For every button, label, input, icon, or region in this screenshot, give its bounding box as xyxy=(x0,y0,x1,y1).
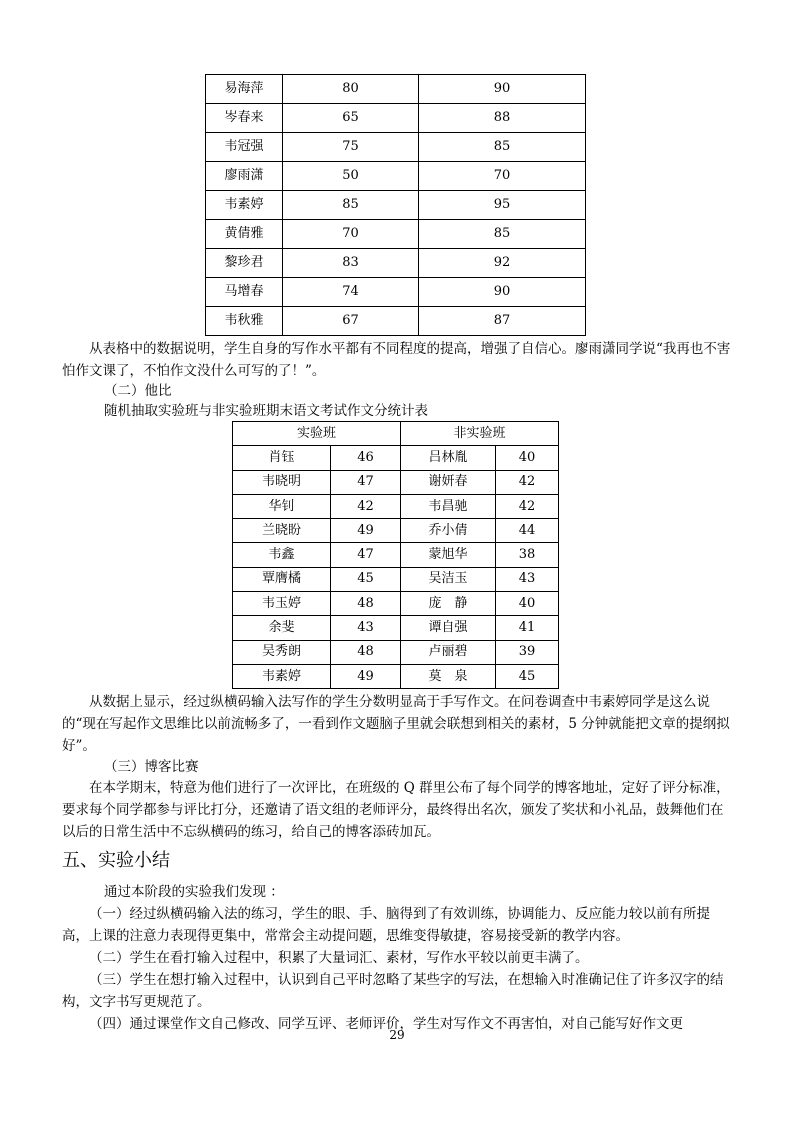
control-name-cell: 莫 泉 xyxy=(401,664,496,688)
student-name-cell: 廖雨潇 xyxy=(206,162,283,191)
experimental-name-cell: 韦玉婷 xyxy=(233,592,331,616)
experimental-name-cell: 肖钰 xyxy=(233,446,331,470)
paragraph-data-analysis: 从数据上显示，经过纵横码输入法写作的学生分数明显高于手写作文。在问卷调查中韦素婷同学是这么说的“现在写起作文思维比以前流畅多了，一看到作文题脑子里就会联想到相关的素材，5 分钟就能把文章的提纲拟好”。 xyxy=(62,694,730,754)
paragraph-blog-contest: 在本学期末，特意为他们进行了一次评比，在班级的 Q 群里公布了每个同学的博客地址，定好了评分标准，要求每个同学都参与评比打分，还邀请了语文组的老师评分，最终得出名次，颁发了奖状和小礼品，鼓舞他们在以后的日常生活中不忘纵横码的练习，给自己的博客添砖加瓦。 xyxy=(62,780,730,840)
summary-item-1: （一）经过纵横码输入法的练习，学生的眼、手、脑得到了有效训练，协调能力、反应能力较以前有所提高，上课的注意力表现得更集中，常常会主动提问题，思维变得敏捷，容易接受新的教学内容。 xyxy=(62,906,710,944)
experimental-score-cell: 42 xyxy=(331,494,401,518)
student-name-cell: 韦秋雅 xyxy=(206,307,283,336)
score-after-cell: 90 xyxy=(419,278,586,307)
student-name-cell: 韦素婷 xyxy=(206,191,283,220)
control-name-cell: 庞 静 xyxy=(401,592,496,616)
control-name-cell: 谭自强 xyxy=(401,616,496,640)
control-score-cell: 43 xyxy=(496,567,559,591)
section-title-summary: 五、实验小结 xyxy=(62,850,170,871)
page-number: 29 xyxy=(389,1028,405,1042)
student-name-cell: 易海萍 xyxy=(206,75,283,104)
score-after-cell: 70 xyxy=(419,162,586,191)
table-row xyxy=(206,249,586,278)
class-score-table-body xyxy=(233,446,559,689)
experimental-score-cell: 49 xyxy=(331,664,401,688)
score-before-cell: 80 xyxy=(283,75,419,104)
paragraph-table-analysis: 从表格中的数据说明，学生自身的写作水平都有不同程度的提高，增强了自信心。廖雨潇同学说“我再也不害怕作文课了，不怕作文没什么可写的了！”。 xyxy=(62,341,731,379)
control-name-cell: 蒙旭华 xyxy=(401,543,496,567)
table-row xyxy=(233,616,559,640)
score-before-cell: 75 xyxy=(283,133,419,162)
score-before-cell: 70 xyxy=(283,220,419,249)
table-caption: 随机抽取实验班与非实验班期末语文考试作文分统计表 xyxy=(104,403,428,419)
experimental-name-cell: 华钊 xyxy=(233,494,331,518)
table-row xyxy=(233,640,559,664)
table-row xyxy=(206,278,586,307)
control-score-cell: 42 xyxy=(496,470,559,494)
score-before-cell: 85 xyxy=(283,191,419,220)
summary-item-2: （二）学生在看打输入过程中，积累了大量词汇、素材，写作水平较以前更丰满了。 xyxy=(89,950,589,966)
score-after-cell: 85 xyxy=(419,220,586,249)
table-row xyxy=(206,220,586,249)
student-name-cell: 韦冠强 xyxy=(206,133,283,162)
control-score-cell: 38 xyxy=(496,543,559,567)
class-score-table xyxy=(232,421,559,689)
control-name-cell: 卢丽碧 xyxy=(401,640,496,664)
score-before-cell: 65 xyxy=(283,104,419,133)
control-score-cell: 41 xyxy=(496,616,559,640)
student-name-cell: 马增春 xyxy=(206,278,283,307)
table-row xyxy=(233,470,559,494)
score-after-cell: 87 xyxy=(419,307,586,336)
experimental-name-cell: 韦素婷 xyxy=(233,664,331,688)
control-score-cell: 45 xyxy=(496,664,559,688)
score-after-cell: 92 xyxy=(419,249,586,278)
control-name-cell: 韦昌驰 xyxy=(401,494,496,518)
control-name-cell: 吕林胤 xyxy=(401,446,496,470)
control-score-cell: 42 xyxy=(496,494,559,518)
table-row xyxy=(233,519,559,543)
student-name-cell: 黄倩雅 xyxy=(206,220,283,249)
control-name-cell: 谢妍春 xyxy=(401,470,496,494)
table-row xyxy=(233,446,559,470)
table-row xyxy=(206,191,586,220)
table-row xyxy=(206,75,586,104)
control-score-cell: 40 xyxy=(496,592,559,616)
table-row xyxy=(206,162,586,191)
experimental-name-cell: 吴秀朗 xyxy=(233,640,331,664)
header-experimental-class: 实验班 xyxy=(233,422,401,446)
section-heading-blog: （三）博客比赛 xyxy=(104,759,199,775)
experimental-name-cell: 余斐 xyxy=(233,616,331,640)
score-comparison-table-body xyxy=(206,75,586,336)
summary-intro: 通过本阶段的实验我们发现 ： xyxy=(104,884,284,900)
table-row xyxy=(206,104,586,133)
experimental-score-cell: 49 xyxy=(331,519,401,543)
table-row xyxy=(233,494,559,518)
control-name-cell: 吴洁玉 xyxy=(401,567,496,591)
score-before-cell: 74 xyxy=(283,278,419,307)
summary-item-4: （四）通过课堂作文自己修改、同学互评、老师评价，学生对写作文不再害怕，对自己能写好作文更 xyxy=(89,1016,683,1032)
table-row xyxy=(233,567,559,591)
summary-item-3: （三）学生在想打输入过程中，认识到自己平时忽略了某些字的写法，在想输入时准确记住了许多汉字的结构，文字书写更规范了。 xyxy=(62,972,724,1010)
experimental-score-cell: 43 xyxy=(331,616,401,640)
score-before-cell: 50 xyxy=(283,162,419,191)
score-after-cell: 95 xyxy=(419,191,586,220)
control-score-cell: 40 xyxy=(496,446,559,470)
table-row xyxy=(233,543,559,567)
control-name-cell: 乔小倩 xyxy=(401,519,496,543)
section-heading-comparison: （二）他比 xyxy=(104,383,172,399)
experimental-name-cell: 韦鑫 xyxy=(233,543,331,567)
student-name-cell: 岑春来 xyxy=(206,104,283,133)
experimental-score-cell: 48 xyxy=(331,640,401,664)
experimental-score-cell: 47 xyxy=(331,470,401,494)
score-before-cell: 67 xyxy=(283,307,419,336)
score-after-cell: 88 xyxy=(419,104,586,133)
student-name-cell: 黎珍君 xyxy=(206,249,283,278)
header-control-class: 非实验班 xyxy=(401,422,559,446)
experimental-score-cell: 47 xyxy=(331,543,401,567)
experimental-name-cell: 覃膺橘 xyxy=(233,567,331,591)
experimental-name-cell: 兰晓盼 xyxy=(233,519,331,543)
table-row xyxy=(233,664,559,688)
score-after-cell: 85 xyxy=(419,133,586,162)
experimental-name-cell: 韦晓明 xyxy=(233,470,331,494)
score-before-cell: 83 xyxy=(283,249,419,278)
score-after-cell: 90 xyxy=(419,75,586,104)
control-score-cell: 44 xyxy=(496,519,559,543)
experimental-score-cell: 45 xyxy=(331,567,401,591)
table-row xyxy=(206,307,586,336)
control-score-cell: 39 xyxy=(496,640,559,664)
experimental-score-cell: 46 xyxy=(331,446,401,470)
table-row xyxy=(206,133,586,162)
score-comparison-table xyxy=(205,74,586,336)
table-row xyxy=(233,592,559,616)
experimental-score-cell: 48 xyxy=(331,592,401,616)
